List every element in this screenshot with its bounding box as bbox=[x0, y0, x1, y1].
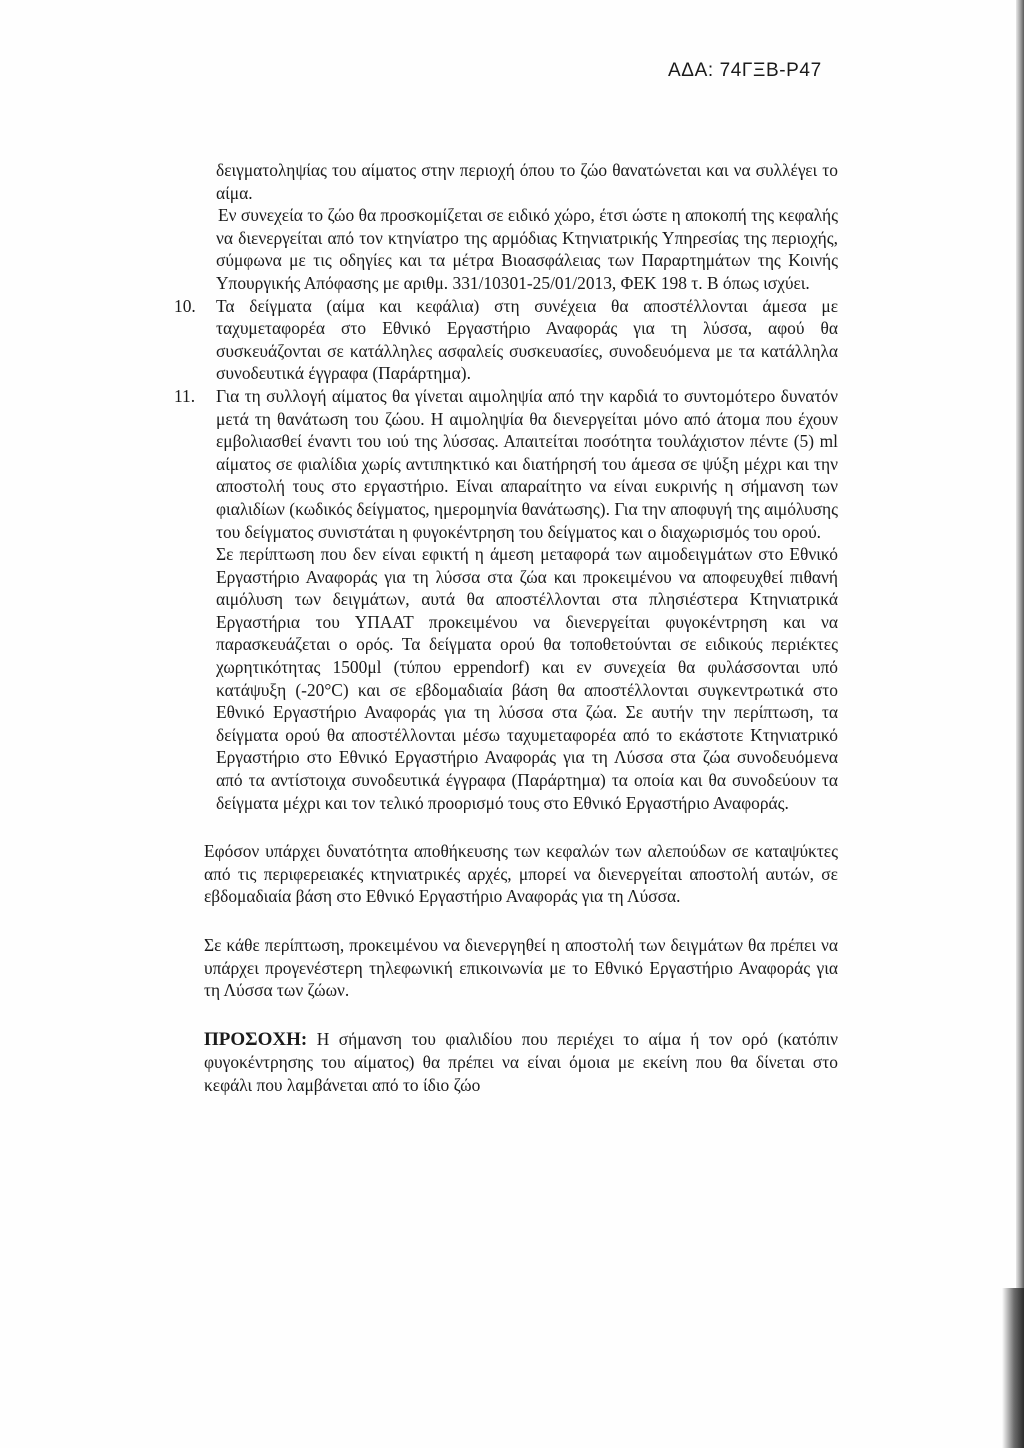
warning-text: Η σήμανση του φιαλιδίου που περιέχει το αίμα ή τον ορό (κατόπιν φυγοκέντρησης του αίματος) θα πρέπει να είναι όμοια με εκείνη που θα δίνεται στο κεφάλι που λαμβάνεται από το ίδιο ζώο bbox=[204, 1028, 838, 1095]
list-item-11 bbox=[174, 385, 838, 814]
list-item-number: 11. bbox=[174, 385, 196, 406]
list-item-number: 10. bbox=[174, 295, 196, 316]
intro-continuation: Εν συνεχεία το ζώο θα προσκομίζεται σε ειδικό χώρο, έτσι ώστε η αποκοπή της κεφαλής να διενεργείται από τον κτηνίατρο της αρμόδιας Κτηνιατρικής Υπηρεσίας της περιοχής, σύμφωνα με τις οδηγίες και τα μέτρα Βιοασφάλειας των Παραρτημάτων της Κοινής Υπουργικής Απόφασης με αριθμ. 331/10301-25/01/2013, ΦΕΚ 198 τ. Β όπως ισχύει. bbox=[216, 205, 838, 293]
warning-label: ΠΡΟΣΟΧΗ: bbox=[204, 1028, 308, 1050]
contact-paragraph: Σε κάθε περίπτωση, προκειμένου να διενεργηθεί η αποστολή των δειγμάτων θα πρέπει να υπάρχει προγενέστερη τηλεφωνική επικοινωνία με το Εθνικό Εργαστήριο Αναφοράς για τη Λύσσα των ζώων. bbox=[204, 935, 838, 1001]
list-item-text: Για τη συλλογή αίματος θα γίνεται αιμοληψία από την καρδιά το συντομότερο δυνατόν μετά τη θανάτωση του ζώου. Η αιμοληψία θα διενεργείται μόνο από άτομα που έχουν εμβολιασθεί έναντι του ιού της λύσσας. Απαιτείται ποσότητα τουλάχιστον πέντε (5) ml αίματος σε φιαλίδια χωρίς αντιπηκτικό και διατήρησή του άμεσα σε ψύξη μέχρι και την αποστολή τους στο εργαστήριο. Είναι απαραίτητο να είναι ευκρινής η σήμανση των φιαλιδίων (κωδικός δείγματος, ημερομηνία θανάτωσης). Για την αποφυγή της αιμόλυσης του δείγματος συνιστάται η φυγοκέντρηση του δείγματος και ο διαχωρισμός του ορού. bbox=[216, 385, 838, 542]
scan-edge-shadow-bottom bbox=[1002, 1288, 1024, 1448]
scan-edge-shadow bbox=[1016, 0, 1024, 1448]
list-item-continuation: Σε περίπτωση που δεν είναι εφικτή η άμεση μεταφορά των αιμοδειγμάτων στο Εθνικό Εργαστήριο Αναφοράς για τη λύσσα στα ζώα και προκειμένου να αποφευχθεί πιθανή αιμόλυση των δειγμάτων, αυτά θα αποστέλλονται στα πλησιέστερα Κτηνιατρικά Εργαστήρια του ΥΠΑΑΤ προκειμένου να διενεργείται φυγοκέντρηση και να παρασκευάζεται ο ορός. Τα δείγματα ορού θα τοποθετούνται σε ειδικούς περιέκτες χωρητικότητας 1500μl (τύπου eppendorf) και εν συνεχεία θα φυλάσσονται υπό κατάψυξη (-20°C) και σε εβδομαδιαία βάση θα αποστέλλονται συγκεντρωτικά στο Εθνικό Εργαστήριο Αναφοράς για τη λύσσα στα ζώα. Σε αυτήν την περίπτωση, τα δείγματα ορού θα αποστέλλονται μέσω ταχυμεταφορέα από το εκάστοτε Κτηνιατρικό Εργαστήριο στο Εθνικό Εργαστήριο Αναφοράς για τη Λύσσα στα ζώα συνοδευόμενα από τα αντίστοιχα συνοδευτικά έγγραφα (Παράρτημα) τα οποία και θα συνοδεύουν τα δείγματα μέχρι και τον τελικό προορισμό τους στο Εθνικό Εργαστήριο Αναφοράς. bbox=[216, 544, 838, 813]
document-body bbox=[174, 159, 838, 1097]
list-item-10 bbox=[174, 295, 838, 385]
ada-code: ΑΔΑ: 74ΓΞΒ-Ρ47 bbox=[668, 60, 822, 81]
intro-fragment: δειγματοληψίας του αίματος στην περιοχή όπου το ζώο θανατώνεται και να συλλέγει το αίμα. bbox=[216, 160, 838, 203]
warning-paragraph bbox=[174, 1028, 838, 1097]
fox-heads-paragraph: Εφόσον υπάρχει δυνατότητα αποθήκευσης των κεφαλών των αλεπούδων σε καταψύκτες από τις περιφερειακές κτηνιατρικές αρχές, μπορεί να διενεργείται αποστολή αυτών, σε εβδομαδιαία βάση στο Εθνικό Εργαστήριο Αναφοράς για τη Λύσσα. bbox=[204, 841, 838, 907]
list-item-text: Τα δείγματα (αίμα και κεφάλια) στη συνέχεια θα αποστέλλονται άμεσα με ταχυμεταφορέα στο Εθνικό Εργαστήριο Αναφοράς για τη λύσσα, αφού θα συσκευάζονται σε κατάλληλες ασφαλείς συσκευασίες, συνοδευόμενα με τα κατάλληλα συνοδευτικά έγγραφα (Παράρτημα). bbox=[216, 295, 838, 384]
